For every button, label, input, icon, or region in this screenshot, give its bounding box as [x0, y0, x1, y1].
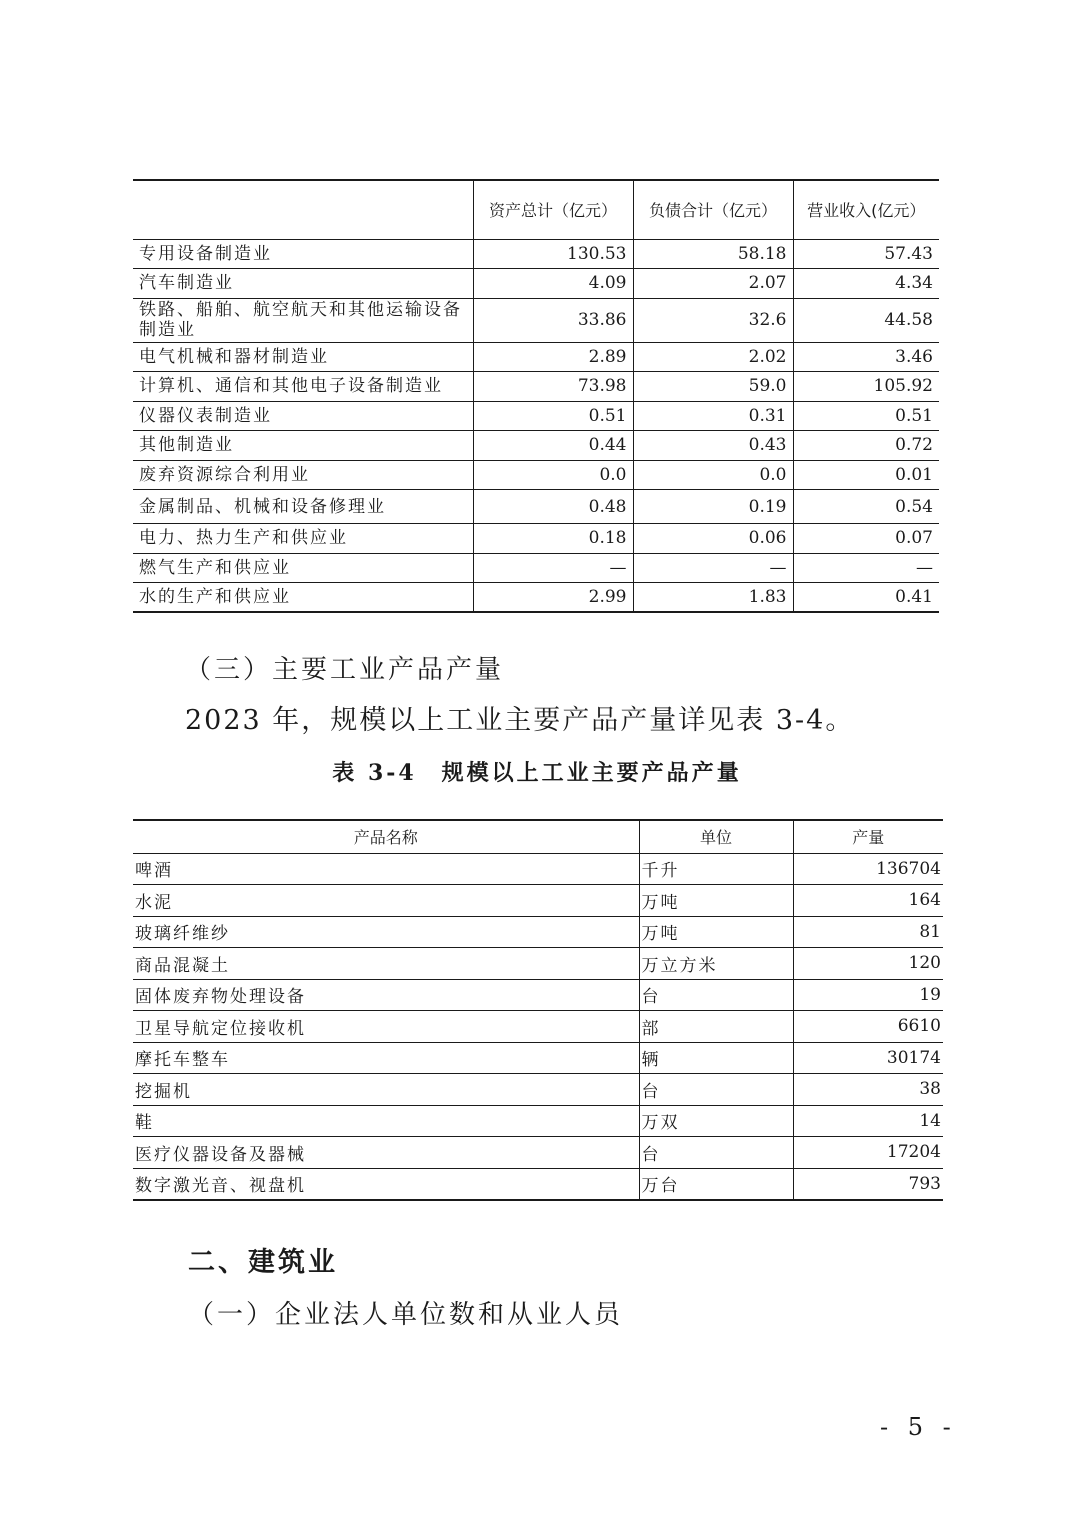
- product-unit: 万双: [639, 1105, 793, 1137]
- product-name: 鞋: [133, 1105, 639, 1137]
- product-unit: 万立方米: [639, 948, 793, 980]
- revenue-value: 0.01: [793, 460, 939, 490]
- product-unit: 辆: [639, 1042, 793, 1074]
- product-name: 玻璃纤维纱: [133, 916, 639, 948]
- revenue-value: 4.34: [793, 269, 939, 299]
- table2-header-row: [133, 820, 943, 853]
- page-number: - 5 -: [880, 1413, 957, 1441]
- product-name: 医疗仪器设备及器械: [133, 1137, 639, 1169]
- revenue-value: 105.92: [793, 372, 939, 402]
- table-row: [133, 490, 939, 524]
- product-unit: 千升: [639, 853, 793, 885]
- product-output: 14: [793, 1105, 943, 1137]
- product-name: 挖掘机: [133, 1074, 639, 1106]
- table-row: [133, 372, 939, 402]
- product-output: 136704: [793, 853, 943, 885]
- product-output: 120: [793, 948, 943, 980]
- subsection-heading-enterprises: （一）企业法人单位数和从业人员: [188, 1300, 624, 1330]
- product-name: 商品混凝土: [133, 948, 639, 980]
- product-output-table: [133, 819, 943, 1201]
- product-output: 6610: [793, 1011, 943, 1043]
- table-row: [133, 1042, 943, 1074]
- table-row: [133, 1168, 943, 1200]
- revenue-value: 0.07: [793, 524, 939, 554]
- liabilities-value: 32.6: [633, 298, 793, 342]
- table-row: [133, 1011, 943, 1043]
- table1-header-row: [133, 180, 939, 239]
- liabilities-value: 2.07: [633, 269, 793, 299]
- table1-header-assets: 资产总计（亿元）: [473, 180, 633, 239]
- product-output: 19: [793, 979, 943, 1011]
- table-row: [133, 979, 943, 1011]
- industry-name: 专用设备制造业: [133, 239, 473, 269]
- table2-header-unit: 单位: [639, 820, 793, 853]
- product-name: 固体废弃物处理设备: [133, 979, 639, 1011]
- industry-name: 金属制品、机械和设备修理业: [133, 490, 473, 524]
- industry-name: 汽车制造业: [133, 269, 473, 299]
- assets-value: 0.0: [473, 460, 633, 490]
- table-row: [133, 916, 943, 948]
- liabilities-value: 59.0: [633, 372, 793, 402]
- product-unit: 台: [639, 1137, 793, 1169]
- product-output: 17204: [793, 1137, 943, 1169]
- product-name: 水泥: [133, 885, 639, 917]
- assets-value: 33.86: [473, 298, 633, 342]
- industry-finance-table: [133, 179, 939, 613]
- assets-value: —: [473, 553, 633, 583]
- revenue-value: 0.51: [793, 401, 939, 431]
- liabilities-value: 0.06: [633, 524, 793, 554]
- product-unit: 部: [639, 1011, 793, 1043]
- table2-header-output: 产量: [793, 820, 943, 853]
- revenue-value: 44.58: [793, 298, 939, 342]
- liabilities-value: 0.0: [633, 460, 793, 490]
- product-output: 164: [793, 885, 943, 917]
- product-name: 啤酒: [133, 853, 639, 885]
- table-row: [133, 342, 939, 372]
- revenue-value: 3.46: [793, 342, 939, 372]
- industry-name: 水的生产和供应业: [133, 583, 473, 613]
- assets-value: 2.89: [473, 342, 633, 372]
- assets-value: 0.44: [473, 431, 633, 461]
- liabilities-value: 0.31: [633, 401, 793, 431]
- assets-value: 0.48: [473, 490, 633, 524]
- table-row: [133, 298, 939, 342]
- table1-header-liabilities: 负债合计（亿元）: [633, 180, 793, 239]
- table-row: [133, 460, 939, 490]
- product-unit: 台: [639, 1074, 793, 1106]
- revenue-value: 0.54: [793, 490, 939, 524]
- section-heading-construction: 二、建筑业: [188, 1247, 338, 1278]
- assets-value: 0.18: [473, 524, 633, 554]
- product-unit: 万台: [639, 1168, 793, 1200]
- liabilities-value: —: [633, 553, 793, 583]
- product-name: 卫星导航定位接收机: [133, 1011, 639, 1043]
- industry-name: 其他制造业: [133, 431, 473, 461]
- assets-value: 2.99: [473, 583, 633, 613]
- table-row: [133, 853, 943, 885]
- industry-name: 铁路、船舶、航空航天和其他运输设备制造业: [133, 298, 473, 342]
- product-output: 30174: [793, 1042, 943, 1074]
- section-heading-product-output: （三）主要工业产品产量: [185, 655, 505, 685]
- table1-header-blank: [133, 180, 473, 239]
- assets-value: 4.09: [473, 269, 633, 299]
- liabilities-value: 1.83: [633, 583, 793, 613]
- industry-name: 计算机、通信和其他电子设备制造业: [133, 372, 473, 402]
- product-output: 81: [793, 916, 943, 948]
- table-row: [133, 583, 939, 613]
- table-row: [133, 885, 943, 917]
- table-row: [133, 1105, 943, 1137]
- industry-name: 电气机械和器材制造业: [133, 342, 473, 372]
- table-row: [133, 1074, 943, 1106]
- table-row: [133, 431, 939, 461]
- table1-header-revenue: 营业收入(亿元）: [793, 180, 939, 239]
- table-row: [133, 553, 939, 583]
- table-row: [133, 1137, 943, 1169]
- liabilities-value: 0.43: [633, 431, 793, 461]
- industry-name: 仪器仪表制造业: [133, 401, 473, 431]
- liabilities-value: 2.02: [633, 342, 793, 372]
- table-row: [133, 401, 939, 431]
- table2-header-product: 产品名称: [133, 820, 639, 853]
- liabilities-value: 58.18: [633, 239, 793, 269]
- assets-value: 0.51: [473, 401, 633, 431]
- product-output: 793: [793, 1168, 943, 1200]
- product-name: 数字激光音、视盘机: [133, 1168, 639, 1200]
- revenue-value: 0.41: [793, 583, 939, 613]
- industry-name: 燃气生产和供应业: [133, 553, 473, 583]
- assets-value: 73.98: [473, 372, 633, 402]
- revenue-value: 57.43: [793, 239, 939, 269]
- industry-name: 废弃资源综合利用业: [133, 460, 473, 490]
- liabilities-value: 0.19: [633, 490, 793, 524]
- table-row: [133, 524, 939, 554]
- section-paragraph: 2023 年，规模以上工业主要产品产量详见表 3-4。: [185, 705, 855, 736]
- industry-name: 电力、热力生产和供应业: [133, 524, 473, 554]
- product-name: 摩托车整车: [133, 1042, 639, 1074]
- product-unit: 万吨: [639, 916, 793, 948]
- table-row: [133, 948, 943, 980]
- table-row: [133, 269, 939, 299]
- table-caption: 表 3-4 规模以上工业主要产品产量: [332, 760, 742, 786]
- product-output: 38: [793, 1074, 943, 1106]
- revenue-value: —: [793, 553, 939, 583]
- product-unit: 台: [639, 979, 793, 1011]
- table-row: [133, 239, 939, 269]
- assets-value: 130.53: [473, 239, 633, 269]
- revenue-value: 0.72: [793, 431, 939, 461]
- product-unit: 万吨: [639, 885, 793, 917]
